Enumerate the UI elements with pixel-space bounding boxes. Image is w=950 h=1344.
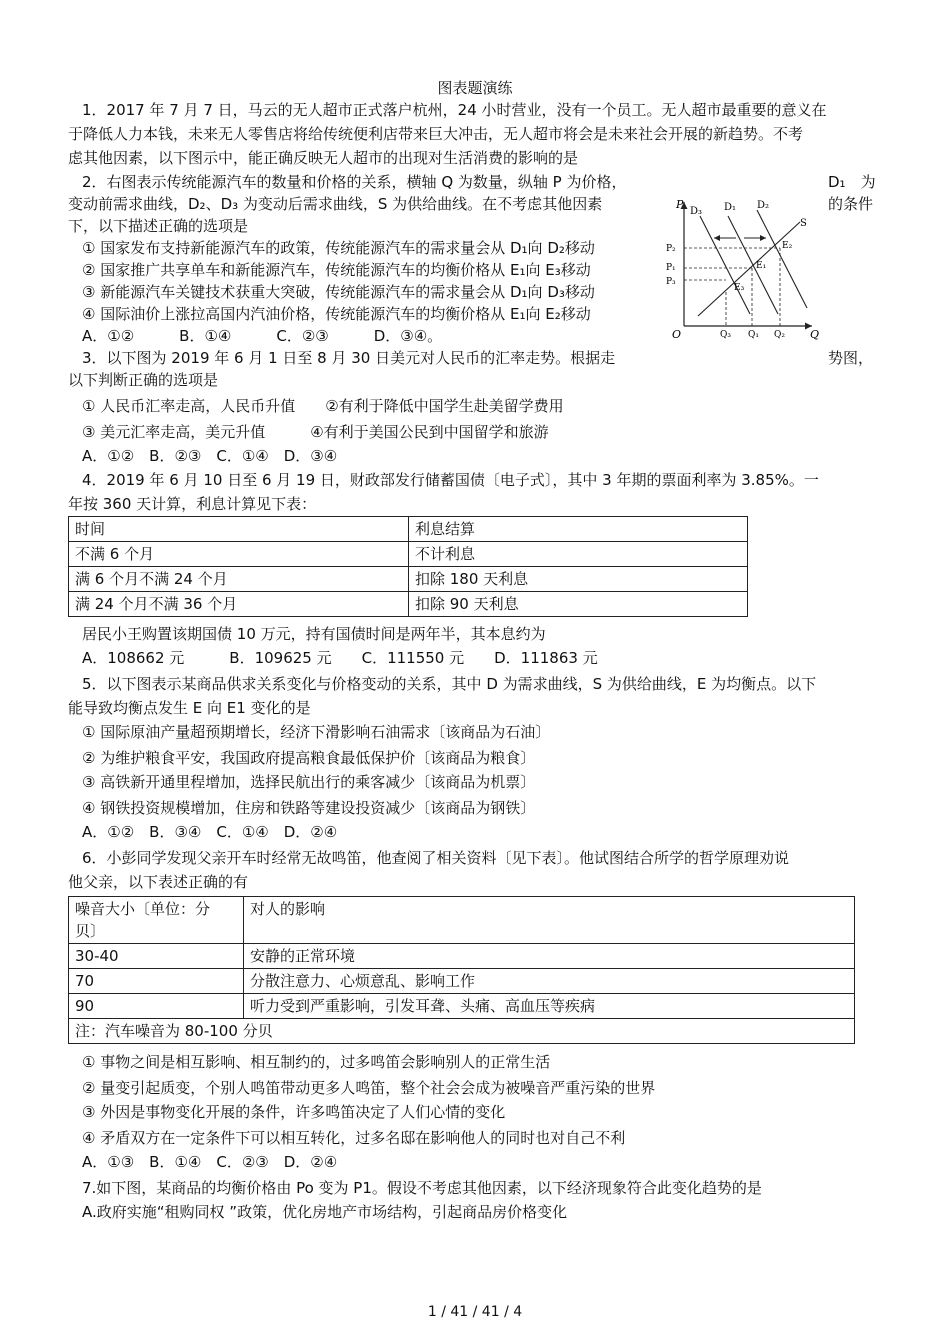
q2-option-1: ① 国家发布支持新能源汽车的政策，传统能源汽车的需求量会从 D₁向 D₂移动 (82, 239, 595, 257)
q2-line-1: 2．右图表示传统能源汽车的数量和价格的关系，横轴 Q 为数量，纵轴 P 为价格， (82, 173, 627, 191)
demand-curve-d3 (700, 216, 750, 314)
label-d1: D₁ (724, 202, 737, 213)
q5-option-2: ② 为维护粮食平安，我国政府提高粮食最低保护价〔该商品为粮食〕 (82, 749, 536, 767)
noise-table (68, 896, 855, 1044)
q7-option-a: A.政府实施“租购同权 ”政策，优化房地产市场结构，引起商品房价格变化 (82, 1203, 568, 1221)
q2-line-1-right: D₁ 为 (828, 173, 876, 191)
label-d3: D₃ (690, 206, 703, 217)
q5-line-2: 能导致均衡点发生 E 向 E1 变化的是 (68, 699, 311, 717)
table-row (69, 897, 855, 944)
q5-option-4: ④ 钢铁投资规模增加，住房和铁路等建设投资减少〔该商品为钢铁〕 (82, 799, 536, 817)
label-p2: P₂ (666, 244, 676, 254)
axis-label-q: Q (810, 328, 820, 341)
q7-line-1: 7.如下图，某商品的均衡价格由 Po 变为 P1。假设不考虑其他因素，以下经济现象符合此变化趋势的是 (82, 1179, 762, 1197)
label-p3: P₃ (666, 277, 676, 287)
q4-line-2: 年按 360 天计算，利息计算见下表： (68, 495, 317, 513)
q2-line-2-right: 的条件 (828, 195, 874, 213)
q6-option-4: ④ 矛盾双方在一定条件下可以相互转化，过多名邸在影响他人的同时也对自己不利 (82, 1129, 626, 1147)
table-cell: 90 (69, 994, 244, 1019)
q6-option-3: ③ 外因是事物变化开展的条件，许多鸣笛决定了人们心情的变化 (82, 1103, 506, 1121)
table-row (69, 1019, 855, 1044)
axis-label-p: P (676, 198, 684, 211)
q1-line-2: 于降低人力本钱，未来无人零售店将给传统便利店带来巨大冲击，无人超市将会是未来社会开展的新趋势。不考 (68, 125, 804, 143)
q4-line-3: 居民小王购置该期国债 10 万元，持有国债时间是两年半，其本息约为 (82, 625, 546, 643)
label-s: S (800, 218, 807, 229)
supply-demand-graph (662, 196, 832, 344)
table-row (69, 517, 748, 542)
label-p1: P₁ (666, 263, 676, 273)
q5-answers: A．①② B．③④ C．①④ D．②④ (82, 823, 338, 841)
q3-option-1: ① 人民币汇率走高，人民币升值 ②有利于降低中国学生赴美留学费用 (82, 397, 564, 415)
table-cell: 听力受到严重影响，引发耳聋、头痛、高血压等疾病 (244, 994, 855, 1019)
table-cell: 满 24 个月不满 36 个月 (69, 592, 409, 617)
q1-line-3: 虑其他因素，以下图示中，能正确反映无人超市的出现对生活消费的影响的是 (68, 149, 579, 167)
table-note: 注：汽车噪音为 80-100 分贝 (69, 1019, 855, 1044)
q5-option-1: ① 国际原油产量超预期增长，经济下滑影响石油需求〔该商品为石油〕 (82, 723, 551, 741)
label-q2: Q₂ (774, 330, 785, 340)
q2-option-2: ② 国家推广共享单车和新能源汽车，传统能源汽车的均衡价格从 E₁向 E₃移动 (82, 261, 591, 279)
table-row (69, 592, 748, 617)
table-row (69, 944, 855, 969)
q5-option-3: ③ 高铁新开通里程增加，选择民航出行的乘客减少〔该商品为机票〕 (82, 773, 536, 791)
page-title: 图表题演练 (437, 79, 513, 97)
q3-option-2: ③ 美元汇率走高，美元升值 ④有利于美国公民到中国留学和旅游 (82, 423, 549, 441)
q6-answers: A．①③ B．①④ C．②③ D．②④ (82, 1153, 338, 1171)
q6-option-1: ① 事物之间是相互影响、相互制约的，过多鸣笛会影响别人的正常生活 (82, 1053, 551, 1071)
q4-answers: A．108662 元 B．109625 元 C．111550 元 D．111863 元 (82, 649, 598, 667)
page-footer: 1 / 41 / 41 / 4 (427, 1304, 523, 1320)
label-q3: Q₃ (720, 330, 731, 340)
label-q1: Q₁ (748, 330, 759, 340)
table-cell: 扣除 180 天利息 (409, 567, 748, 592)
table-row (69, 994, 855, 1019)
table-cell: 安静的正常环境 (244, 944, 855, 969)
table-header-cell: 利息结算 (409, 517, 748, 542)
q2-answers: A．①② B．①④ C．②③ D．③④。 (82, 327, 443, 345)
q5-line-1: 5．以下图表示某商品供求关系变化与价格变动的关系，其中 D 为需求曲线，S 为供给曲线，E 为均衡点。以下 (82, 675, 817, 693)
table-cell: 70 (69, 969, 244, 994)
table-cell: 扣除 90 天利息 (409, 592, 748, 617)
q6-line-1: 6．小彭同学发现父亲开车时经常无故鸣笛，他查阅了相关资料〔见下表〕。他试图结合所学的哲学原理劝说 (82, 849, 790, 867)
noise-header-line-2: 贝〕 (75, 922, 106, 940)
table-header-cell (69, 897, 244, 944)
q3-line-1-right: 势图， (828, 349, 874, 367)
table-cell: 满 6 个月不满 24 个月 (69, 567, 409, 592)
q2-option-3: ③ 新能源汽车关键技术获重大突破，传统能源汽车的需求量会从 D₁向 D₃移动 (82, 283, 595, 301)
supply-curve-s (698, 222, 800, 316)
q6-line-2: 他父亲，以下表述正确的有 (68, 873, 249, 891)
table-header-cell: 对人的影响 (244, 897, 855, 944)
table-row (69, 969, 855, 994)
q1-line-1: 1．2017 年 7 月 7 日，马云的无人超市正式落户杭州，24 小时营业，没有一个员工。无人超市最重要的意义在 (82, 101, 827, 119)
table-header-cell: 时间 (69, 517, 409, 542)
table-cell: 不满 6 个月 (69, 542, 409, 567)
q2-option-4: ④ 国际油价上涨拉高国内汽油价格，传统能源汽车的均衡价格从 E₁向 E₂移动 (82, 305, 591, 323)
label-d2: D₂ (757, 200, 770, 211)
table-row (69, 567, 748, 592)
q2-line-3: 下，以下描述正确的选项是 (68, 217, 249, 235)
q6-option-2: ② 量变引起质变，个别人鸣笛带动更多人鸣笛，整个社会会成为被噪音严重污染的世界 (82, 1079, 656, 1097)
q2-line-2: 变动前需求曲线，D₂、D₃ 为变动后需求曲线，S 为供给曲线。在不考虑其他因素 (68, 195, 603, 213)
origin-label: O (672, 328, 682, 341)
label-e1: E₁ (756, 261, 767, 271)
noise-header-line-1: 噪音大小〔单位：分 (75, 900, 211, 918)
table-cell: 不计利息 (409, 542, 748, 567)
interest-table (68, 516, 748, 617)
q3-line-2: 以下判断正确的选项是 (68, 371, 219, 389)
table-row (69, 542, 748, 567)
table-cell: 分散注意力、心烦意乱、影响工作 (244, 969, 855, 994)
label-e3: E₃ (734, 283, 745, 293)
q4-line-1: 4．2019 年 6 月 10 日至 6 月 19 日，财政部发行储蓄国债〔电子式〕，其中 3 年期的票面利率为 3.85%。一 (82, 471, 819, 489)
q3-answers: A．①② B．②③ C．①④ D．③④ (82, 447, 338, 465)
q3-line-1: 3．以下图为 2019 年 6 月 1 日至 8 月 30 日美元对人民币的汇率走势。根据走 (82, 349, 616, 367)
table-cell: 30-40 (69, 944, 244, 969)
label-e2: E₂ (782, 241, 793, 251)
